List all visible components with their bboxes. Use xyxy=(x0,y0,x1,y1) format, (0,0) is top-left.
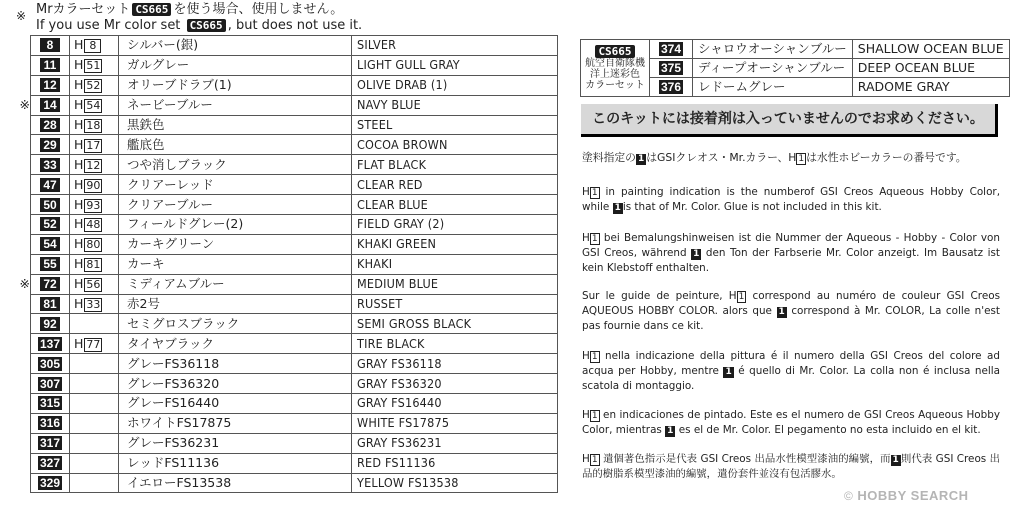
paint-name-en: SILVER xyxy=(352,36,558,56)
hobby-color-number: 48 xyxy=(86,218,101,232)
paint-row xyxy=(16,374,558,394)
paint-row xyxy=(16,75,558,95)
paint-note-mark: ※ xyxy=(19,97,30,113)
colorset-num: 376 xyxy=(660,80,682,94)
note-text: は水性ホビーカラーの番号です。 xyxy=(806,151,967,164)
hobby-color-prefix: H xyxy=(74,256,84,272)
paint-name-jp: イエローFS13538 xyxy=(119,473,352,493)
colorset-jp: レドームグレー xyxy=(693,78,853,97)
paint-note-mark: ※ xyxy=(19,276,30,292)
mr-color-box: 1 xyxy=(637,154,645,164)
paint-row xyxy=(16,36,558,56)
colorset-num-cell xyxy=(650,40,693,59)
mr-color-cell xyxy=(31,36,70,56)
hobby-color-box: 1 xyxy=(591,352,598,362)
paint-name-jp: セミグロスブラック xyxy=(119,314,352,334)
paint-name-en: TIRE BLACK xyxy=(352,334,558,354)
paint-note-mark xyxy=(16,473,31,493)
mr-color-cell xyxy=(31,135,70,155)
hobby-color-number: 90 xyxy=(86,178,101,192)
colorset-en: RADOME GRAY xyxy=(852,78,1009,97)
header-en-pre: If you use Mr color set xyxy=(36,18,181,33)
paint-name-en: GRAY FS36231 xyxy=(352,433,558,453)
hobby-color-prefix: H xyxy=(74,216,84,232)
paint-note-mark xyxy=(16,155,31,175)
hobby-color-number: 33 xyxy=(86,298,101,312)
note-text: H xyxy=(582,232,590,244)
paint-name-jp: カーキ xyxy=(119,254,352,274)
paint-row xyxy=(16,314,558,334)
note-text: bei Bemalungshinweisen ist die Nummer der Aqueous - Hobby - Color von GSI Creos, während xyxy=(582,232,1000,259)
colorset-num-cell xyxy=(650,59,693,78)
paint-name-jp: グレーFS36118 xyxy=(119,354,352,374)
note-text: Sur le guide de peinture, H xyxy=(582,290,737,302)
note-es xyxy=(582,408,1000,438)
paint-row xyxy=(16,195,558,215)
mr-color-cell xyxy=(31,55,70,75)
hobby-color-cell xyxy=(70,334,119,354)
hobby-color-cell xyxy=(70,155,119,175)
mr-color-cell xyxy=(31,354,70,374)
note-text: はGSIクレオス・Mr.カラー、H xyxy=(646,151,797,164)
note-text: H xyxy=(582,453,590,465)
paint-name-en: GRAY FS36118 xyxy=(352,354,558,374)
hobby-color-number: 81 xyxy=(86,258,101,272)
colorset-label-cell xyxy=(581,40,650,97)
hobby-color-cell xyxy=(70,254,119,274)
mr-color-number: 33 xyxy=(40,158,60,172)
paint-note-mark xyxy=(16,394,31,414)
colorset-name-line: 航空自衛隊機 xyxy=(585,58,645,69)
hobby-color-number: 12 xyxy=(86,158,101,172)
paint-name-en: STEEL xyxy=(352,115,558,135)
paint-name-jp: グレーFS16440 xyxy=(119,394,352,414)
watermark-brand: HOBBY SEARCH xyxy=(857,488,969,503)
paint-name-en: RED FS11136 xyxy=(352,453,558,473)
note-text: is that of Mr. Color. Glue is not included in this kit. xyxy=(622,201,882,213)
paint-name-en: MEDIUM BLUE xyxy=(352,274,558,294)
hobby-color-prefix: H xyxy=(74,236,84,252)
hobby-color-prefix: H xyxy=(74,77,84,93)
paint-note-mark xyxy=(16,115,31,135)
paint-note-mark xyxy=(16,36,31,56)
note-text: en indicaciones de pintado. Este es el numero de GSI Creos Aqueous Hobby Color, mientras xyxy=(582,409,1000,436)
paint-name-en: COCOA BROWN xyxy=(352,135,558,155)
mr-color-number: 28 xyxy=(40,118,60,132)
note-text: H xyxy=(582,409,590,421)
paint-note-mark xyxy=(16,254,31,274)
hobby-color-prefix: H xyxy=(74,296,84,312)
paint-note-mark xyxy=(16,55,31,75)
paint-row xyxy=(16,234,558,254)
note-text: nella indicazione della pittura é il numero della GSI Creos del colore ad acqua per Hobby, mentre xyxy=(582,350,1000,377)
paint-name-en: OLIVE DRAB (1) xyxy=(352,75,558,95)
mr-color-cell xyxy=(31,234,70,254)
hobby-color-number: 80 xyxy=(86,238,101,252)
hobby-color-number: 93 xyxy=(86,198,101,212)
hobby-color-number: 51 xyxy=(86,59,101,73)
hobby-color-cell xyxy=(70,175,119,195)
header-note xyxy=(16,2,362,34)
hobby-color-box: 1 xyxy=(591,455,598,465)
paint-row xyxy=(16,473,558,493)
hobby-color-cell xyxy=(70,95,119,115)
paint-name-en: FIELD GRAY (2) xyxy=(352,215,558,235)
hobby-color-prefix: H xyxy=(74,156,84,172)
hobby-color-cell xyxy=(70,215,119,235)
hobby-color-prefix: H xyxy=(74,335,84,351)
paint-name-jp: クリアーブルー xyxy=(119,195,352,215)
paint-table xyxy=(16,35,558,493)
mr-color-box: 1 xyxy=(667,426,674,436)
mr-color-box: 1 xyxy=(614,203,621,213)
hobby-color-prefix: H xyxy=(74,117,84,132)
mr-color-box: 1 xyxy=(892,455,899,465)
paint-note-mark xyxy=(16,433,31,453)
note-jp xyxy=(582,150,1000,165)
hobby-color-box: 1 xyxy=(591,234,598,244)
mr-color-number: 317 xyxy=(39,436,61,451)
hobby-color-cell xyxy=(70,115,119,135)
note-zh xyxy=(582,452,1000,482)
colorset-en: SHALLOW OCEAN BLUE xyxy=(852,40,1009,59)
note-text: H xyxy=(582,186,590,198)
mr-color-number: 329 xyxy=(39,476,61,491)
paint-name-jp: ガルグレー xyxy=(119,55,352,75)
mr-color-cell xyxy=(31,175,70,195)
mr-color-box: 1 xyxy=(778,307,785,317)
mr-color-number: 50 xyxy=(40,198,60,212)
paint-row xyxy=(16,254,558,274)
paint-note-mark xyxy=(16,215,31,235)
paint-row xyxy=(16,413,558,433)
paint-name-jp: ホワイトFS17875 xyxy=(119,413,352,433)
mr-color-cell xyxy=(31,75,70,95)
paint-name-jp: タイヤブラック xyxy=(119,334,352,354)
mr-color-number: 52 xyxy=(40,217,60,231)
note-text: H xyxy=(582,350,590,362)
header-jp-tag: CS665 xyxy=(132,3,171,16)
paint-note-mark xyxy=(16,135,31,155)
colorset-num-cell xyxy=(650,78,693,97)
mr-color-cell xyxy=(31,115,70,135)
mr-color-number: 92 xyxy=(40,317,60,331)
hobby-color-prefix: H xyxy=(74,97,84,113)
hobby-color-prefix: H xyxy=(74,176,84,192)
hobby-color-cell xyxy=(70,234,119,254)
mr-color-number: 72 xyxy=(40,277,60,291)
hobby-color-cell xyxy=(70,354,119,374)
mr-color-cell xyxy=(31,394,70,414)
colorset-name-line: 洋上迷彩色 xyxy=(590,69,640,80)
paint-note-mark xyxy=(16,314,31,334)
paint-row xyxy=(16,155,558,175)
paint-name-jp: ネービーブルー xyxy=(119,95,352,115)
mr-color-cell xyxy=(31,334,70,354)
paint-name-jp: 赤2号 xyxy=(119,294,352,314)
colorset-jp: ディープオーシャンブルー xyxy=(693,59,853,78)
colorset-num: 374 xyxy=(660,42,682,56)
hobby-color-prefix: H xyxy=(74,276,84,292)
hobby-color-box: 1 xyxy=(591,411,598,421)
paint-row xyxy=(16,115,558,135)
paint-name-en: YELLOW FS13538 xyxy=(352,473,558,493)
mr-color-number: 29 xyxy=(40,138,60,152)
paint-name-en: KHAKI GREEN xyxy=(352,234,558,254)
mr-color-cell xyxy=(31,473,70,493)
mr-color-cell xyxy=(31,374,70,394)
colorset-name-line: カラーセット xyxy=(585,80,645,91)
mr-color-number: 54 xyxy=(40,237,60,251)
hobby-color-cell xyxy=(70,135,119,155)
hobby-color-number: 77 xyxy=(86,337,101,351)
colorset-tag: CS665 xyxy=(595,45,634,58)
hobby-color-box: 1 xyxy=(591,188,598,198)
paint-name-en: RUSSET xyxy=(352,294,558,314)
paint-note-mark xyxy=(16,374,31,394)
mr-color-cell xyxy=(31,155,70,175)
mr-color-number: 327 xyxy=(39,456,61,471)
header-en-post: , but does not use it. xyxy=(227,18,363,33)
hobby-color-box: 1 xyxy=(798,154,805,164)
mr-color-number: 305 xyxy=(39,356,61,371)
note-en xyxy=(582,185,1000,215)
colorset-num: 375 xyxy=(660,61,682,75)
paint-name-en: FLAT BLACK xyxy=(352,155,558,175)
hobby-color-cell xyxy=(70,473,119,493)
paint-name-en: CLEAR BLUE xyxy=(352,195,558,215)
hobby-color-cell xyxy=(70,453,119,473)
paint-name-en: CLEAR RED xyxy=(352,175,558,195)
hobby-color-prefix: H xyxy=(74,196,84,212)
paint-note-mark xyxy=(16,334,31,354)
paint-name-jp: クリアーレッド xyxy=(119,175,352,195)
paint-name-en: LIGHT GULL GRAY xyxy=(352,55,558,75)
glue-notice: このキットには接着剤は入っていませんのでお求めください。 xyxy=(581,104,998,137)
hobby-color-number: 54 xyxy=(86,99,101,113)
mr-color-box: 1 xyxy=(725,367,732,377)
paint-row xyxy=(16,274,558,294)
mr-color-cell xyxy=(31,413,70,433)
colorset-jp: シャロウオーシャンブルー xyxy=(693,40,853,59)
mr-color-cell xyxy=(31,215,70,235)
paint-name-en: WHITE FS17875 xyxy=(352,413,558,433)
mr-color-cell xyxy=(31,294,70,314)
hobby-color-cell xyxy=(70,36,119,56)
colorset-row xyxy=(581,40,1010,59)
mr-color-number: 316 xyxy=(39,416,61,431)
paint-name-jp: 黒鉄色 xyxy=(119,115,352,135)
header-en-tag: CS665 xyxy=(187,19,226,32)
paint-name-jp: つや消しブラック xyxy=(119,155,352,175)
paint-note-mark xyxy=(16,195,31,215)
mr-color-cell xyxy=(31,314,70,334)
copyright-mark: © xyxy=(844,489,854,503)
mr-color-number: 55 xyxy=(40,257,60,271)
hobby-color-box: 1 xyxy=(738,292,745,302)
header-jp-pre: Mrカラーセット xyxy=(36,2,131,17)
paint-name-en: GRAY FS16440 xyxy=(352,394,558,414)
hobby-color-number: 17 xyxy=(86,138,101,152)
paint-note-mark xyxy=(16,413,31,433)
mr-color-number: 14 xyxy=(40,98,60,112)
hobby-color-prefix: H xyxy=(74,57,84,73)
note-text: correspond au numéro de couleur GSI Creos AQUEOUS HOBBY COLOR. alors que xyxy=(582,290,1000,317)
paint-row xyxy=(16,394,558,414)
paint-row xyxy=(16,215,558,235)
hobby-color-cell xyxy=(70,374,119,394)
mr-color-cell xyxy=(31,274,70,294)
hobby-color-cell xyxy=(70,75,119,95)
hobby-color-cell xyxy=(70,294,119,314)
note-de xyxy=(582,231,1000,276)
mr-color-number: 315 xyxy=(39,396,61,411)
paint-row xyxy=(16,175,558,195)
paint-row xyxy=(16,354,558,374)
mr-color-number: 137 xyxy=(39,336,61,351)
hobby-color-cell xyxy=(70,274,119,294)
mr-color-cell xyxy=(31,195,70,215)
hobby-color-number: 52 xyxy=(86,79,101,93)
hobby-color-cell xyxy=(70,55,119,75)
paint-name-en: GRAY FS36320 xyxy=(352,374,558,394)
paint-name-en: KHAKI xyxy=(352,254,558,274)
mr-color-number: 11 xyxy=(40,58,60,72)
paint-row xyxy=(16,95,558,115)
mr-color-number: 307 xyxy=(39,376,61,391)
note-it xyxy=(582,349,1000,394)
header-mark: ※ xyxy=(16,9,27,23)
hobby-color-number: 8 xyxy=(84,39,101,53)
hobby-color-number: 56 xyxy=(86,278,101,292)
hobby-color-cell xyxy=(70,195,119,215)
hobby-color-cell xyxy=(70,394,119,414)
watermark xyxy=(844,488,969,503)
paint-row xyxy=(16,453,558,473)
paint-name-en: SEMI GROSS BLACK xyxy=(352,314,558,334)
paint-note-mark xyxy=(16,354,31,374)
paint-name-jp: グレーFS36320 xyxy=(119,374,352,394)
colorset-en: DEEP OCEAN BLUE xyxy=(852,59,1009,78)
paint-name-jp: カーキグリーン xyxy=(119,234,352,254)
paint-row xyxy=(16,135,558,155)
paint-note-mark xyxy=(16,75,31,95)
mr-color-number: 81 xyxy=(40,297,60,311)
paint-note-mark xyxy=(16,294,31,314)
hobby-color-prefix: H xyxy=(74,37,84,53)
note-text: in painting indication is the numberof GSI Creos Aqueous Hobby Color, while xyxy=(582,186,1000,213)
hobby-color-cell xyxy=(70,314,119,334)
paint-name-jp: オリーブドラブ(1) xyxy=(119,75,352,95)
paint-note-mark xyxy=(16,234,31,254)
mr-color-cell xyxy=(31,433,70,453)
note-text: 則代表 GSI Creos 出品的樹脂系模型漆油的編號，遣份套件並沒有包活膠水。 xyxy=(582,453,1000,480)
mr-color-cell xyxy=(31,254,70,274)
paint-row xyxy=(16,294,558,314)
paint-row xyxy=(16,334,558,354)
note-text: 塗料指定の xyxy=(582,151,636,164)
paint-name-jp: 艦底色 xyxy=(119,135,352,155)
mr-color-box: 1 xyxy=(693,249,700,259)
paint-note-mark xyxy=(16,175,31,195)
hobby-color-cell xyxy=(70,413,119,433)
paint-note-mark xyxy=(16,453,31,473)
note-text: correspond à Mr. COLOR, La colle n'est pas fournie dans ce kit. xyxy=(582,305,1000,332)
paint-name-jp: シルバー(銀) xyxy=(119,36,352,56)
hobby-color-number: 18 xyxy=(86,119,101,132)
mr-color-cell xyxy=(31,95,70,115)
paint-row xyxy=(16,433,558,453)
paint-row xyxy=(16,55,558,75)
paint-name-jp: ミディアムブルー xyxy=(119,274,352,294)
note-text: 遣個著色指示是代表 GSI Creos 出品水性模型漆油的編號，而 xyxy=(599,453,891,465)
mr-color-number: 8 xyxy=(40,38,60,52)
note-fr xyxy=(582,289,1000,334)
mr-color-number: 47 xyxy=(40,178,60,192)
note-text: den Ton der Farbserie Mr. Color anzeigt. Im Bausatz ist kein Klebstoff enthalten. xyxy=(582,247,1000,274)
paint-name-jp: グレーFS36231 xyxy=(119,433,352,453)
note-text: es el de Mr. Color. El pegamento no esta incluido en el kit. xyxy=(675,424,981,436)
note-text: é quello di Mr. Color. La colla non é inclusa nella scatola di montaggio. xyxy=(582,365,1000,392)
mr-color-cell xyxy=(31,453,70,473)
paint-name-en: NAVY BLUE xyxy=(352,95,558,115)
paint-name-jp: レッドFS11136 xyxy=(119,453,352,473)
paint-name-jp: フィールドグレー(2) xyxy=(119,215,352,235)
colorset-table xyxy=(580,39,1010,97)
paint-table-body xyxy=(16,36,558,493)
hobby-color-cell xyxy=(70,433,119,453)
mr-color-number: 12 xyxy=(40,78,60,92)
header-jp-post: を使う場合、使用しません。 xyxy=(173,2,344,17)
hobby-color-prefix: H xyxy=(74,136,84,152)
